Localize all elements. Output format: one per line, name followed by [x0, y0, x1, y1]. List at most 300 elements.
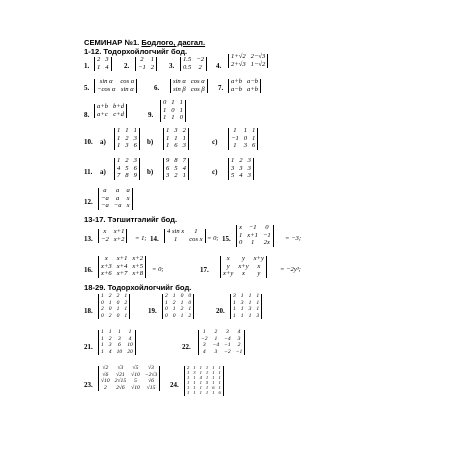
problem-label-23: 23.: [84, 381, 93, 389]
matrix-cell: 1: [182, 134, 186, 142]
matrix-cell: cos α: [190, 78, 205, 85]
matrix-cell: −4: [212, 342, 220, 349]
determinant-19: [162, 294, 194, 319]
matrix-cell: −1: [262, 231, 271, 239]
matrix-cell: −2: [196, 56, 204, 63]
matrix-cell: 2: [125, 134, 129, 142]
matrix-cell: 9: [166, 157, 170, 164]
matrix-cell: 1: [199, 370, 202, 376]
determinant-8: [94, 104, 127, 118]
problem-label-11: 11.: [84, 168, 93, 176]
determinant-5: [94, 79, 137, 93]
matrix-cell: x: [239, 224, 243, 231]
matrix-cell: 2: [182, 127, 186, 134]
determinant-17: [220, 256, 267, 278]
matrix-cell: x+5: [132, 262, 144, 270]
matrix-cell: 1: [256, 306, 260, 313]
matrix-cell: 5: [125, 164, 129, 172]
matrix-cell: √6: [102, 371, 109, 378]
matrix-cell: 1: [165, 299, 168, 306]
matrix-cell: √3: [117, 365, 124, 371]
problem-label-3: 3.: [169, 62, 175, 70]
matrix-cell: a+c: [97, 110, 108, 118]
matrix-cell: 4: [128, 335, 132, 342]
matrix-cell: 1: [212, 370, 215, 376]
matrix-cell: 1: [172, 306, 176, 313]
matrix-cell: 2x: [263, 239, 270, 247]
problem-label-11c: c): [212, 168, 218, 176]
matrix-cell: 1: [233, 312, 236, 319]
problem-label-8: 8.: [84, 111, 90, 119]
problem-label-16: 16.: [84, 266, 93, 274]
matrix-cell: 1: [233, 299, 236, 306]
matrix-cell: 1: [205, 370, 209, 376]
matrix-cell: 0: [116, 299, 120, 306]
matrix-cell: 3: [237, 335, 241, 342]
matrix-cell: 3: [133, 134, 137, 142]
worksheet-header: [84, 39, 205, 47]
matrix-cell: 0: [116, 312, 120, 319]
determinant-4: [228, 54, 268, 68]
matrix-cell: cos x: [189, 235, 203, 243]
matrix-cell: 1: [218, 375, 221, 381]
matrix-cell: 1: [193, 385, 196, 391]
matrix-cell: 0: [165, 306, 168, 313]
matrix-cell: 6: [133, 142, 137, 150]
equation-rhs-17: = −2y³;: [280, 266, 301, 273]
problem-label-10c: c): [212, 138, 218, 146]
seminar-subtitle: Бодлого, дасгал.: [141, 38, 206, 47]
matrix-cell: 0: [165, 312, 168, 319]
matrix-cell: 1: [180, 312, 184, 319]
matrix-cell: 5: [205, 380, 209, 386]
matrix-cell: 1: [214, 335, 218, 342]
matrix-cell: √2: [102, 365, 109, 371]
matrix-cell: sin β: [173, 85, 186, 93]
matrix-cell: 1: [187, 385, 190, 391]
matrix-cell: x+1: [116, 255, 128, 262]
matrix-cell: 10: [127, 342, 133, 349]
matrix-cell: 3: [193, 370, 196, 376]
matrix-cell: 6: [218, 390, 221, 396]
matrix-cell: 1: [256, 293, 260, 299]
matrix-cell: x: [226, 255, 230, 262]
matrix-cell: 1: [179, 99, 183, 106]
matrix-cell: 1: [243, 127, 248, 134]
problem-label-10: 10.: [84, 138, 93, 146]
matrix-cell: 2: [188, 312, 192, 319]
matrix-cell: 1: [252, 134, 256, 142]
matrix-cell: 2−√3: [250, 53, 266, 60]
matrix-cell: −1: [224, 342, 231, 349]
matrix-cell: 0: [163, 99, 167, 106]
matrix-cell: a+b: [231, 78, 243, 85]
matrix-cell: 0: [188, 293, 192, 299]
matrix-cell: 2+√3: [231, 60, 246, 68]
matrix-cell: 3: [117, 335, 121, 342]
matrix-cell: √10: [101, 378, 110, 385]
matrix-cell: 3: [202, 342, 206, 349]
matrix-cell: 2: [198, 63, 202, 71]
matrix-cell: 1: [124, 293, 128, 299]
matrix-cell: 2: [180, 306, 184, 313]
matrix-cell: 1: [256, 299, 260, 306]
matrix-cell: 4: [239, 172, 243, 180]
matrix-cell: 2: [150, 63, 155, 71]
matrix-cell: 1: [108, 329, 112, 335]
problem-label-5: 5.: [84, 84, 90, 92]
matrix-cell: 1: [173, 235, 178, 243]
determinant-15: [236, 225, 274, 247]
matrix-cell: 1: [233, 142, 237, 150]
problem-label-2: 2.: [124, 62, 130, 70]
problem-label-20: 20.: [216, 307, 225, 315]
matrix-cell: 2: [165, 293, 168, 299]
matrix-cell: −4: [224, 335, 231, 342]
determinant-10c: [228, 128, 258, 150]
matrix-cell: 2: [116, 293, 120, 299]
matrix-cell: 3: [166, 172, 170, 180]
matrix-cell: x+2: [132, 255, 144, 262]
problem-label-19: 19.: [148, 307, 157, 315]
matrix-cell: −2: [201, 335, 208, 342]
matrix-cell: 2√6: [116, 384, 125, 391]
determinant-13: [98, 229, 127, 243]
matrix-cell: −1: [235, 348, 243, 355]
matrix-cell: 4: [182, 164, 186, 172]
matrix-cell: 1: [172, 293, 176, 299]
matrix-cell: 1: [240, 312, 244, 319]
matrix-cell: 3: [133, 157, 137, 164]
matrix-cell: 3: [108, 342, 112, 349]
problem-label-10a: а): [100, 138, 106, 146]
matrix-cell: 6: [166, 164, 170, 172]
matrix-cell: −a: [101, 202, 109, 210]
matrix-cell: a−b: [231, 85, 243, 93]
matrix-cell: 1: [212, 375, 215, 381]
matrix-cell: cos α: [120, 78, 135, 85]
matrix-cell: 3: [233, 293, 236, 299]
matrix-cell: 0: [239, 239, 243, 247]
determinant-11c: [228, 158, 254, 180]
matrix-cell: 3: [214, 348, 218, 355]
matrix-cell: x: [126, 194, 130, 202]
matrix-cell: 2: [140, 56, 144, 63]
matrix-cell: 1: [187, 390, 190, 396]
matrix-cell: 3: [248, 306, 252, 313]
matrix-cell: 1: [171, 114, 175, 122]
matrix-cell: 3: [240, 299, 244, 306]
matrix-cell: a−b: [247, 78, 259, 85]
matrix-cell: 2√15: [114, 378, 127, 385]
matrix-cell: x: [103, 228, 107, 235]
matrix-cell: a+b: [247, 85, 259, 93]
matrix-cell: 1: [193, 390, 196, 396]
matrix-cell: 1: [233, 127, 237, 134]
matrix-cell: 1: [163, 114, 167, 122]
matrix-cell: 1: [205, 375, 209, 381]
matrix-cell: a: [115, 194, 120, 202]
matrix-cell: 1: [248, 293, 252, 299]
matrix-cell: 1+√2: [231, 53, 246, 60]
matrix-cell: 4: [202, 348, 206, 355]
section-heading-1: 1-12. Тодорхойлогчийг бод.: [84, 47, 188, 56]
matrix-cell: 1: [124, 312, 128, 319]
matrix-cell: y: [242, 255, 245, 262]
matrix-cell: 1: [239, 231, 243, 239]
matrix-cell: 2: [172, 299, 176, 306]
section-heading-3: 18-29. Тодорхойлогчийг бод.: [84, 283, 192, 292]
problem-label-22: 22.: [182, 343, 191, 351]
matrix-cell: 6: [212, 385, 215, 391]
matrix-cell: 5: [231, 172, 235, 180]
matrix-cell: 1: [218, 365, 221, 370]
determinant-9: [160, 100, 186, 122]
matrix-cell: 1: [182, 172, 186, 180]
determinant-2: [135, 57, 157, 71]
matrix-cell: √6: [148, 378, 154, 385]
matrix-cell: 1: [212, 390, 215, 396]
matrix-cell: x+1: [113, 228, 125, 235]
matrix-cell: 3: [182, 142, 186, 150]
matrix-cell: 2: [214, 329, 218, 335]
problem-label-15: 15.: [222, 235, 231, 243]
matrix-cell: a: [103, 187, 107, 194]
determinant-18: [98, 294, 130, 319]
matrix-cell: 2: [103, 384, 107, 391]
equation-rhs-13: = 1;: [135, 235, 147, 242]
matrix-cell: 1: [116, 306, 120, 313]
equation-rhs-14: = 0;: [207, 235, 219, 242]
matrix-cell: 2: [101, 306, 104, 313]
determinant-10a: [114, 128, 140, 150]
matrix-cell: sin α: [120, 85, 134, 93]
determinant-7: [228, 79, 261, 93]
matrix-cell: 3: [247, 172, 251, 180]
matrix-cell: 0: [179, 114, 183, 122]
seminar-title: СЕМИНАР №1.: [84, 38, 140, 47]
matrix-cell: 1: [163, 106, 167, 114]
problem-label-17: 17.: [200, 266, 209, 274]
matrix-cell: 3: [243, 142, 248, 150]
matrix-cell: 1: [108, 299, 112, 306]
matrix-cell: 1: [233, 306, 236, 313]
matrix-cell: a: [126, 187, 130, 194]
matrix-cell: 3: [226, 329, 229, 335]
matrix-cell: 2: [237, 342, 241, 349]
matrix-cell: √21: [116, 371, 125, 378]
matrix-cell: 1: [252, 127, 256, 134]
matrix-cell: 0: [171, 106, 175, 114]
matrix-cell: x+8: [132, 270, 144, 278]
matrix-cell: √5: [132, 365, 139, 371]
matrix-cell: 1−√2: [250, 60, 266, 68]
matrix-cell: 8: [125, 172, 129, 180]
matrix-cell: 2: [108, 312, 112, 319]
matrix-cell: 1: [187, 375, 190, 381]
matrix-cell: 6: [174, 142, 178, 150]
matrix-cell: 1: [101, 348, 104, 355]
matrix-cell: 1: [166, 142, 170, 150]
matrix-cell: 1: [248, 312, 252, 319]
matrix-cell: x+6: [101, 270, 112, 278]
matrix-cell: −2√3: [144, 371, 158, 378]
matrix-cell: √15: [146, 384, 156, 391]
matrix-cell: 2: [108, 293, 112, 299]
matrix-cell: 1: [194, 228, 198, 235]
matrix-cell: x: [257, 262, 261, 270]
problem-label-9: 9.: [148, 111, 154, 119]
determinant-20: [230, 294, 262, 319]
problem-label-7: 7.: [218, 84, 224, 92]
matrix-cell: c+d: [113, 110, 124, 118]
matrix-cell: x+y: [223, 270, 234, 278]
matrix-cell: 1: [180, 299, 184, 306]
equation-rhs-15: = −3;: [285, 235, 302, 242]
matrix-cell: 3: [256, 312, 260, 319]
problem-label-12: 12.: [84, 198, 93, 206]
determinant-6: [170, 79, 208, 93]
matrix-cell: 1: [187, 380, 190, 386]
matrix-cell: 3: [247, 157, 251, 164]
matrix-cell: 1: [174, 134, 178, 142]
determinant-23: [98, 366, 160, 391]
matrix-cell: 1: [218, 370, 221, 376]
matrix-cell: −2: [224, 348, 231, 355]
matrix-cell: 1: [128, 329, 132, 335]
matrix-cell: −2: [101, 235, 109, 243]
problem-label-13: 13.: [84, 235, 93, 243]
matrix-cell: 1: [250, 239, 255, 247]
matrix-cell: cos β: [190, 85, 205, 93]
matrix-cell: 1: [218, 380, 221, 386]
matrix-cell: 0: [101, 299, 104, 306]
matrix-cell: 0: [172, 312, 176, 319]
matrix-cell: 2: [124, 299, 128, 306]
matrix-cell: 5: [174, 164, 178, 172]
matrix-cell: 1.5: [183, 56, 192, 63]
matrix-cell: 1: [193, 375, 196, 381]
matrix-cell: 0.5: [183, 63, 192, 71]
matrix-cell: 1: [205, 385, 209, 391]
matrix-cell: 6: [117, 342, 121, 349]
matrix-cell: 3: [247, 164, 251, 172]
matrix-cell: 4: [105, 63, 109, 71]
matrix-cell: 2: [125, 157, 129, 164]
matrix-cell: 3: [239, 164, 243, 172]
matrix-cell: 1: [193, 380, 196, 386]
matrix-cell: √10: [131, 371, 140, 378]
matrix-cell: 4: [117, 164, 121, 172]
matrix-cell: x+2: [113, 235, 125, 243]
determinant-1: [94, 57, 112, 71]
matrix-cell: 3: [105, 56, 109, 63]
problem-label-6: 6.: [154, 84, 160, 92]
matrix-cell: 1: [240, 293, 244, 299]
matrix-cell: 1: [212, 365, 215, 370]
determinant-3: [180, 57, 207, 71]
matrix-cell: 1: [199, 390, 202, 396]
problem-label-11b: b): [147, 168, 154, 176]
matrix-cell: 1: [188, 306, 192, 313]
matrix-cell: 1: [187, 370, 190, 376]
matrix-cell: 20: [127, 348, 133, 355]
matrix-cell: 2: [97, 56, 101, 63]
matrix-cell: 1: [125, 127, 129, 134]
matrix-cell: 6: [133, 164, 137, 172]
matrix-cell: 1: [117, 134, 121, 142]
matrix-cell: 3: [231, 164, 235, 172]
matrix-cell: 1: [97, 63, 101, 71]
matrix-cell: 1: [171, 99, 175, 106]
matrix-cell: 1: [124, 306, 128, 313]
matrix-cell: 1: [212, 380, 215, 386]
matrix-cell: 0: [101, 312, 104, 319]
matrix-cell: a+b: [97, 103, 109, 110]
matrix-cell: x: [104, 255, 108, 262]
matrix-cell: x+4: [116, 262, 128, 270]
determinant-22: [198, 330, 245, 355]
matrix-cell: 0: [180, 293, 184, 299]
matrix-cell: −a: [101, 194, 109, 202]
matrix-cell: sin α: [99, 78, 113, 85]
matrix-cell: 1: [199, 385, 202, 391]
problem-label-24: 24.: [170, 381, 179, 389]
matrix-cell: 1: [231, 157, 235, 164]
matrix-cell: 1: [117, 157, 121, 164]
matrix-cell: b+d: [113, 103, 125, 110]
matrix-cell: 0: [108, 306, 112, 313]
matrix-cell: 1: [117, 142, 121, 150]
matrix-cell: 0: [243, 134, 248, 142]
matrix-cell: 1: [101, 293, 104, 299]
matrix-cell: 1: [166, 127, 170, 134]
matrix-cell: 1: [205, 390, 209, 396]
determinant-11a: [114, 158, 140, 180]
problem-label-4: 4.: [216, 62, 222, 70]
matrix-cell: 1: [166, 134, 170, 142]
problem-label-11a: а): [100, 168, 106, 176]
matrix-cell: 4: [108, 348, 112, 355]
matrix-cell: 2: [108, 335, 112, 342]
matrix-cell: 1: [101, 329, 104, 335]
matrix-cell: y: [226, 262, 230, 270]
problem-label-18: 18.: [84, 307, 93, 315]
matrix-cell: x+y: [238, 262, 249, 270]
matrix-cell: 1: [179, 106, 183, 114]
equation-rhs-16: = 0;: [152, 266, 164, 273]
matrix-cell: 7: [117, 172, 121, 180]
matrix-cell: x: [242, 270, 245, 278]
problem-label-10b: b): [147, 138, 154, 146]
matrix-cell: 1: [199, 365, 202, 370]
matrix-cell: −cos α: [97, 85, 116, 93]
determinant-16: [98, 256, 146, 278]
matrix-cell: x+3: [101, 262, 112, 270]
matrix-cell: 4: [237, 329, 241, 335]
determinant-10b: [163, 128, 189, 150]
matrix-cell: 1: [150, 56, 155, 63]
problem-label-21: 21.: [84, 343, 93, 351]
matrix-cell: 1: [133, 127, 137, 134]
matrix-cell: −1: [231, 134, 239, 142]
matrix-cell: −1: [138, 63, 146, 71]
determinant-11b: [163, 158, 189, 180]
matrix-cell: 1: [101, 342, 104, 349]
matrix-cell: a: [115, 187, 120, 194]
matrix-cell: √3: [148, 365, 154, 371]
matrix-cell: −1: [248, 224, 257, 231]
